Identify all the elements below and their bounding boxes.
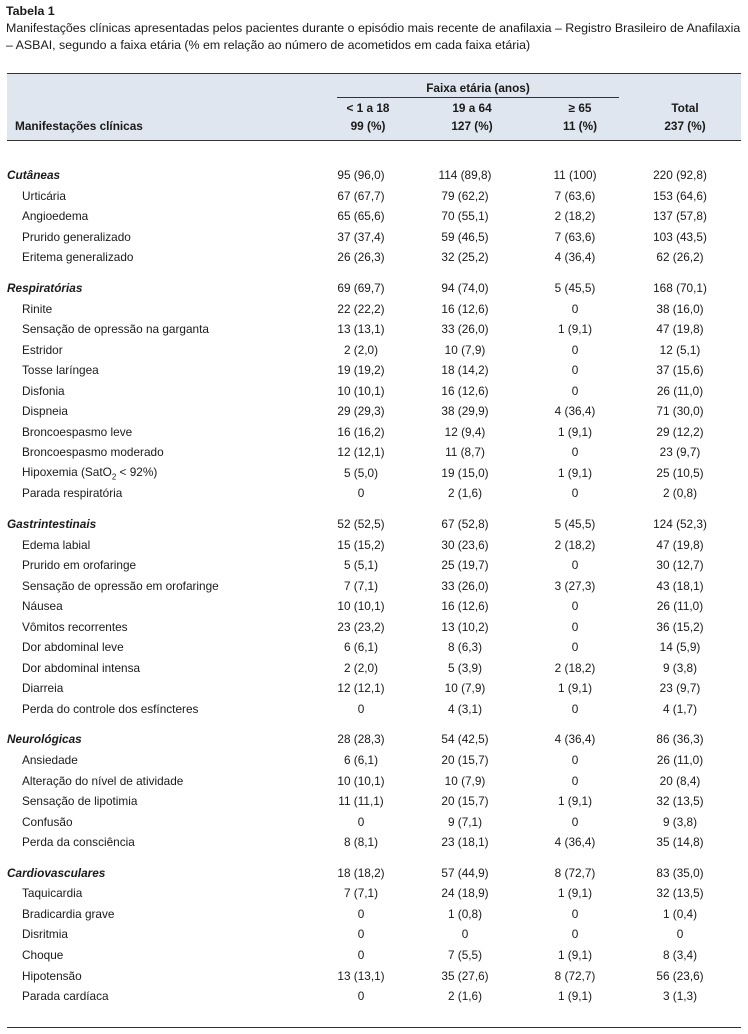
value-ge65: 0 (571, 342, 579, 357)
row-label: Perda da consciência (22, 835, 135, 850)
row-label: Sensação de opressão na garganta (22, 322, 209, 337)
row-label: Tosse laríngea (22, 363, 99, 378)
value-lt18: 10 (10,1) (337, 773, 385, 788)
table-row (7, 924, 741, 945)
value-ge65: 0 (571, 301, 579, 316)
value-ge65: 0 (571, 814, 579, 829)
table-row (7, 770, 741, 791)
value-ge65: 5 (45,5) (554, 517, 596, 532)
table-row (7, 678, 741, 699)
category-label: Neurológicas (7, 732, 82, 747)
value-19-64: 25 (19,7) (441, 558, 489, 573)
table-row (7, 883, 741, 904)
table-row (7, 945, 741, 966)
value-total: 23 (9,7) (659, 681, 701, 696)
table-row (7, 186, 741, 207)
value-lt18: 0 (357, 701, 365, 716)
col-header-n-3: 11 (%) (562, 119, 598, 133)
value-ge65: 1 (9,1) (557, 947, 593, 962)
row-label: Broncoespasmo moderado (22, 445, 164, 460)
value-ge65: 1 (9,1) (557, 465, 593, 480)
category-label: Gastrintestinais (7, 517, 97, 532)
category-row (7, 863, 741, 884)
table-row (7, 750, 741, 771)
value-total: 2 (0,8) (662, 486, 698, 501)
col-header-n-2: 127 (%) (451, 119, 493, 133)
section-gap (7, 853, 741, 863)
value-ge65: 7 (63,6) (554, 229, 596, 244)
value-ge65: 0 (571, 640, 579, 655)
value-lt18: 16 (16,2) (337, 424, 385, 439)
value-lt18: 0 (357, 486, 365, 501)
value-ge65: 0 (571, 906, 579, 921)
row-label: Sensação de lipotimia (22, 794, 138, 809)
value-19-64: 9 (7,1) (447, 814, 483, 829)
value-ge65: 4 (36,4) (554, 404, 596, 419)
value-lt18: 12 (12,1) (337, 445, 385, 460)
value-19-64: 10 (7,9) (444, 773, 486, 788)
row-label: Disritmia (22, 927, 68, 942)
category-row (7, 165, 741, 186)
table-label: Tabela 1 (6, 4, 55, 18)
row-label: Alteração do nível de atividade (22, 773, 184, 788)
value-lt18: 8 (8,1) (343, 835, 379, 850)
value-total: 1 (0,4) (662, 906, 698, 921)
value-ge65: 0 (571, 927, 579, 942)
value-ge65: 0 (571, 701, 579, 716)
value-lt18: 28 (28,3) (337, 732, 385, 747)
table-row (7, 339, 741, 360)
col-header-range-3: ≥ 65 (568, 101, 592, 115)
row-label: Diarreia (22, 681, 64, 696)
table-row (7, 227, 741, 248)
value-ge65: 0 (571, 363, 579, 378)
value-ge65: 7 (63,6) (554, 188, 596, 203)
value-lt18: 0 (357, 906, 365, 921)
table-row (7, 637, 741, 658)
value-lt18: 67 (67,7) (337, 188, 385, 203)
section-gap (7, 504, 741, 514)
category-row (7, 729, 741, 750)
value-total: 30 (12,7) (656, 558, 704, 573)
row-label: Sensação de opressão em orofaringe (22, 578, 219, 593)
value-lt18: 7 (7,1) (343, 886, 379, 901)
value-ge65: 2 (18,2) (554, 209, 596, 224)
value-ge65: 1 (9,1) (557, 681, 593, 696)
row-label: Hipotensão (22, 968, 82, 983)
category-label: Cardiovasculares (7, 865, 106, 880)
table-body (7, 165, 741, 1006)
row-label: Disfonia (22, 383, 65, 398)
table-header (7, 73, 741, 141)
row-label: Dispneia (22, 404, 68, 419)
value-19-64: 12 (9,4) (444, 424, 486, 439)
value-lt18: 95 (96,0) (337, 168, 385, 183)
row-label: Bradicardia grave (22, 906, 115, 921)
value-19-64: 18 (14,2) (441, 363, 489, 378)
value-ge65: 4 (36,4) (554, 835, 596, 850)
value-total: 32 (13,5) (656, 886, 704, 901)
value-total: 36 (15,2) (656, 619, 704, 634)
table-row (7, 791, 741, 812)
value-19-64: 10 (7,9) (444, 342, 486, 357)
value-total: 26 (11,0) (656, 753, 704, 768)
value-ge65: 11 (100) (553, 168, 597, 183)
value-total: 9 (3,8) (662, 660, 698, 675)
row-label: Broncoespasmo leve (22, 424, 133, 439)
value-lt18: 0 (357, 814, 365, 829)
table-row (7, 986, 741, 1007)
row-label: Ansiedade (22, 753, 78, 768)
value-ge65: 3 (27,3) (554, 578, 596, 593)
value-19-64: 16 (12,6) (441, 301, 489, 316)
value-lt18: 29 (29,3) (337, 404, 385, 419)
row-label: Hipoxemia (SatO$_2$ < 92%) (22, 464, 158, 482)
value-lt18: 5 (5,0) (343, 465, 379, 480)
value-19-64: 1 (0,8) (447, 906, 483, 921)
row-label: Urticária (22, 188, 66, 203)
value-total: 86 (36,3) (656, 732, 704, 747)
value-total: 124 (52,3) (653, 517, 707, 532)
value-total: 168 (70,1) (653, 281, 707, 295)
value-ge65: 0 (571, 753, 579, 768)
value-total: 137 (57,8) (653, 209, 707, 224)
value-19-64: 23 (18,1) (441, 835, 489, 850)
value-lt18: 2 (2,0) (343, 660, 379, 675)
col-header-total: Total (671, 101, 699, 115)
table-row (7, 658, 741, 679)
table-row (7, 965, 741, 986)
table-row (7, 463, 741, 484)
value-lt18: 37 (37,4) (337, 229, 385, 244)
value-total: 14 (5,9) (659, 640, 701, 655)
value-total: 103 (43,5) (653, 229, 707, 244)
value-19-64: 8 (6,3) (447, 640, 483, 655)
row-label: Eritema generalizado (22, 250, 134, 265)
row-header-label: Manifestações clínicas (15, 119, 143, 133)
table-row (7, 596, 741, 617)
value-ge65: 0 (571, 773, 579, 788)
row-label: Rinite (22, 301, 53, 316)
value-19-64: 2 (1,6) (447, 486, 483, 501)
value-19-64: 30 (23,6) (441, 537, 489, 552)
value-total: 35 (14,8) (656, 835, 704, 850)
value-19-64: 94 (74,0) (441, 281, 489, 295)
table-row (7, 298, 741, 319)
value-19-64: 13 (10,2) (441, 619, 489, 634)
table-row (7, 832, 741, 853)
value-total: 32 (13,5) (656, 794, 704, 809)
value-ge65: 0 (571, 619, 579, 634)
value-total: 37 (15,6) (656, 363, 704, 378)
value-total: 4 (1,7) (662, 701, 698, 716)
row-label: Edema labial (22, 537, 91, 552)
row-label: Vômitos recorrentes (22, 619, 128, 634)
data-table (7, 165, 741, 1006)
table-row (7, 401, 741, 422)
value-total: 56 (23,6) (656, 968, 704, 983)
header-divider (337, 97, 619, 98)
value-19-64: 11 (8,7) (445, 445, 485, 460)
value-total: 29 (12,2) (656, 424, 704, 439)
value-total: 47 (19,8) (656, 537, 704, 552)
row-label: Choque (22, 947, 64, 962)
value-19-64: 4 (3,1) (447, 701, 483, 716)
category-row (7, 278, 741, 299)
value-total: 43 (18,1) (656, 578, 704, 593)
value-lt18: 7 (7,1) (343, 578, 379, 593)
value-total: 25 (10,5) (656, 465, 704, 480)
value-19-64: 20 (15,7) (441, 794, 489, 809)
value-ge65: 0 (571, 486, 579, 501)
row-label: Náusea (22, 599, 63, 614)
value-lt18: 13 (13,1) (337, 968, 385, 983)
value-19-64: 54 (42,5) (441, 732, 489, 747)
table-row (7, 699, 741, 720)
value-lt18: 26 (26,3) (337, 250, 385, 265)
value-19-64: 57 (44,9) (441, 865, 489, 880)
table-caption-text: Manifestações clínicas apresentadas pelos pacientes durante o episódio mais recente de anafilaxia – Registro Brasileiro de Anafilaxia – ASBAI, segundo a faixa etária (% em relação ao número de acometidos em cada faixa etária) (6, 21, 741, 52)
table-row (7, 319, 741, 340)
value-lt18: 65 (65,6) (337, 209, 385, 224)
row-label: Confusão (22, 814, 73, 829)
value-total: 62 (26,2) (656, 250, 704, 265)
value-lt18: 52 (52,5) (337, 517, 385, 532)
row-label: Taquicardia (22, 886, 83, 901)
value-ge65: 0 (571, 558, 579, 573)
table-bottom-rule (7, 1027, 741, 1028)
value-total: 153 (64,6) (653, 188, 707, 203)
row-label: Angioedema (22, 209, 89, 224)
value-19-64: 38 (29,9) (441, 404, 489, 419)
value-lt18: 12 (12,1) (337, 681, 385, 696)
table-row (7, 247, 741, 268)
value-lt18: 0 (357, 947, 365, 962)
col-header-range-1: < 1 a 18 (346, 101, 390, 115)
table-row (7, 555, 741, 576)
table-row (7, 575, 741, 596)
row-label: Prurido generalizado (22, 229, 131, 244)
value-lt18: 2 (2,0) (343, 342, 379, 357)
value-ge65: 2 (18,2) (554, 537, 596, 552)
value-lt18: 0 (357, 927, 365, 942)
value-ge65: 2 (18,2) (554, 660, 596, 675)
value-ge65: 1 (9,1) (557, 424, 593, 439)
row-label: Dor abdominal intensa (22, 660, 141, 675)
table-row (7, 811, 741, 832)
value-19-64: 70 (55,1) (441, 209, 489, 224)
value-ge65: 0 (571, 599, 579, 614)
value-19-64: 24 (18,9) (441, 886, 489, 901)
value-lt18: 19 (19,2) (337, 363, 385, 378)
value-lt18: 6 (6,1) (343, 640, 379, 655)
value-19-64: 59 (46,5) (441, 229, 489, 244)
value-lt18: 15 (15,2) (337, 537, 385, 552)
value-19-64: 20 (15,7) (441, 753, 489, 768)
value-total: 8 (3,4) (662, 947, 698, 962)
row-label: Prurido em orofaringe (22, 558, 137, 573)
value-total: 38 (16,0) (656, 301, 704, 316)
value-ge65: 0 (571, 383, 579, 398)
value-19-64: 67 (52,8) (441, 517, 489, 532)
value-total: 0 (676, 927, 684, 942)
row-label: Perda do controle dos esfíncteres (22, 701, 199, 716)
row-label: Parada cardíaca (22, 989, 109, 1004)
col-header-n-1: 99 (%) (350, 119, 386, 133)
value-19-64: 10 (7,9) (444, 681, 486, 696)
value-lt18: 10 (10,1) (337, 599, 385, 614)
row-label: Estridor (22, 342, 63, 357)
value-19-64: 5 (3,9) (447, 660, 483, 675)
value-total: 3 (1,3) (662, 989, 698, 1004)
value-lt18: 18 (18,2) (337, 865, 385, 880)
value-total: 220 (92,8) (653, 168, 707, 183)
table-row (7, 380, 741, 401)
section-gap (7, 268, 741, 278)
table-row (7, 534, 741, 555)
value-lt18: 10 (10,1) (337, 383, 385, 398)
table-row (7, 904, 741, 925)
value-total: 12 (5,1) (659, 342, 701, 357)
table-caption (6, 3, 744, 54)
value-total: 26 (11,0) (656, 599, 704, 614)
value-total: 71 (30,0) (656, 404, 704, 419)
value-lt18: 0 (357, 989, 365, 1004)
age-group-header: Faixa etária (anos) (426, 81, 530, 95)
row-label: Parada respiratória (22, 486, 123, 501)
value-lt18: 5 (5,1) (343, 558, 379, 573)
table-row (7, 442, 741, 463)
value-lt18: 6 (6,1) (343, 753, 379, 768)
value-ge65: 1 (9,1) (557, 886, 593, 901)
value-ge65: 1 (9,1) (557, 794, 593, 809)
value-total: 83 (35,0) (656, 865, 704, 880)
value-total: 20 (8,4) (659, 773, 701, 788)
value-19-64: 79 (62,2) (441, 188, 489, 203)
value-ge65: 1 (9,1) (557, 322, 593, 337)
value-19-64: 2 (1,6) (447, 989, 483, 1004)
section-gap (7, 719, 741, 729)
col-header-total-n: 237 (%) (664, 119, 706, 133)
value-19-64: 33 (26,0) (441, 578, 489, 593)
col-header-range-2: 19 a 64 (452, 101, 492, 115)
value-ge65: 4 (36,4) (554, 250, 596, 265)
value-total: 47 (19,8) (656, 322, 704, 337)
value-total: 23 (9,7) (659, 445, 701, 460)
table-row (7, 422, 741, 443)
value-lt18: 11 (11,1) (338, 794, 384, 809)
category-label: Respiratórias (7, 281, 83, 295)
value-19-64: 32 (25,2) (441, 250, 489, 265)
value-total: 26 (11,0) (656, 383, 704, 398)
value-lt18: 22 (22,2) (337, 301, 385, 316)
value-lt18: 13 (13,1) (337, 322, 385, 337)
table-row (7, 360, 741, 381)
value-19-64: 35 (27,6) (441, 968, 489, 983)
value-ge65: 4 (36,4) (554, 732, 596, 747)
value-lt18: 23 (23,2) (337, 619, 385, 634)
row-label: Dor abdominal leve (22, 640, 124, 655)
category-row (7, 514, 741, 535)
table-row (7, 483, 741, 504)
value-19-64: 19 (15,0) (441, 465, 489, 480)
value-ge65: 1 (9,1) (557, 989, 593, 1004)
value-19-64: 114 (89,8) (438, 168, 492, 183)
category-label: Cutâneas (7, 168, 61, 183)
value-ge65: 0 (571, 445, 579, 460)
table-row (7, 616, 741, 637)
value-lt18: 69 (69,7) (337, 281, 385, 295)
value-19-64: 16 (12,6) (441, 599, 489, 614)
value-19-64: 7 (5,5) (447, 947, 483, 962)
value-19-64: 0 (461, 927, 469, 942)
value-ge65: 8 (72,7) (554, 865, 596, 880)
value-total: 9 (3,8) (662, 814, 698, 829)
value-ge65: 5 (45,5) (554, 281, 596, 295)
value-19-64: 33 (26,0) (441, 322, 489, 337)
table-row (7, 206, 741, 227)
value-ge65: 8 (72,7) (554, 968, 596, 983)
value-19-64: 16 (12,6) (441, 383, 489, 398)
